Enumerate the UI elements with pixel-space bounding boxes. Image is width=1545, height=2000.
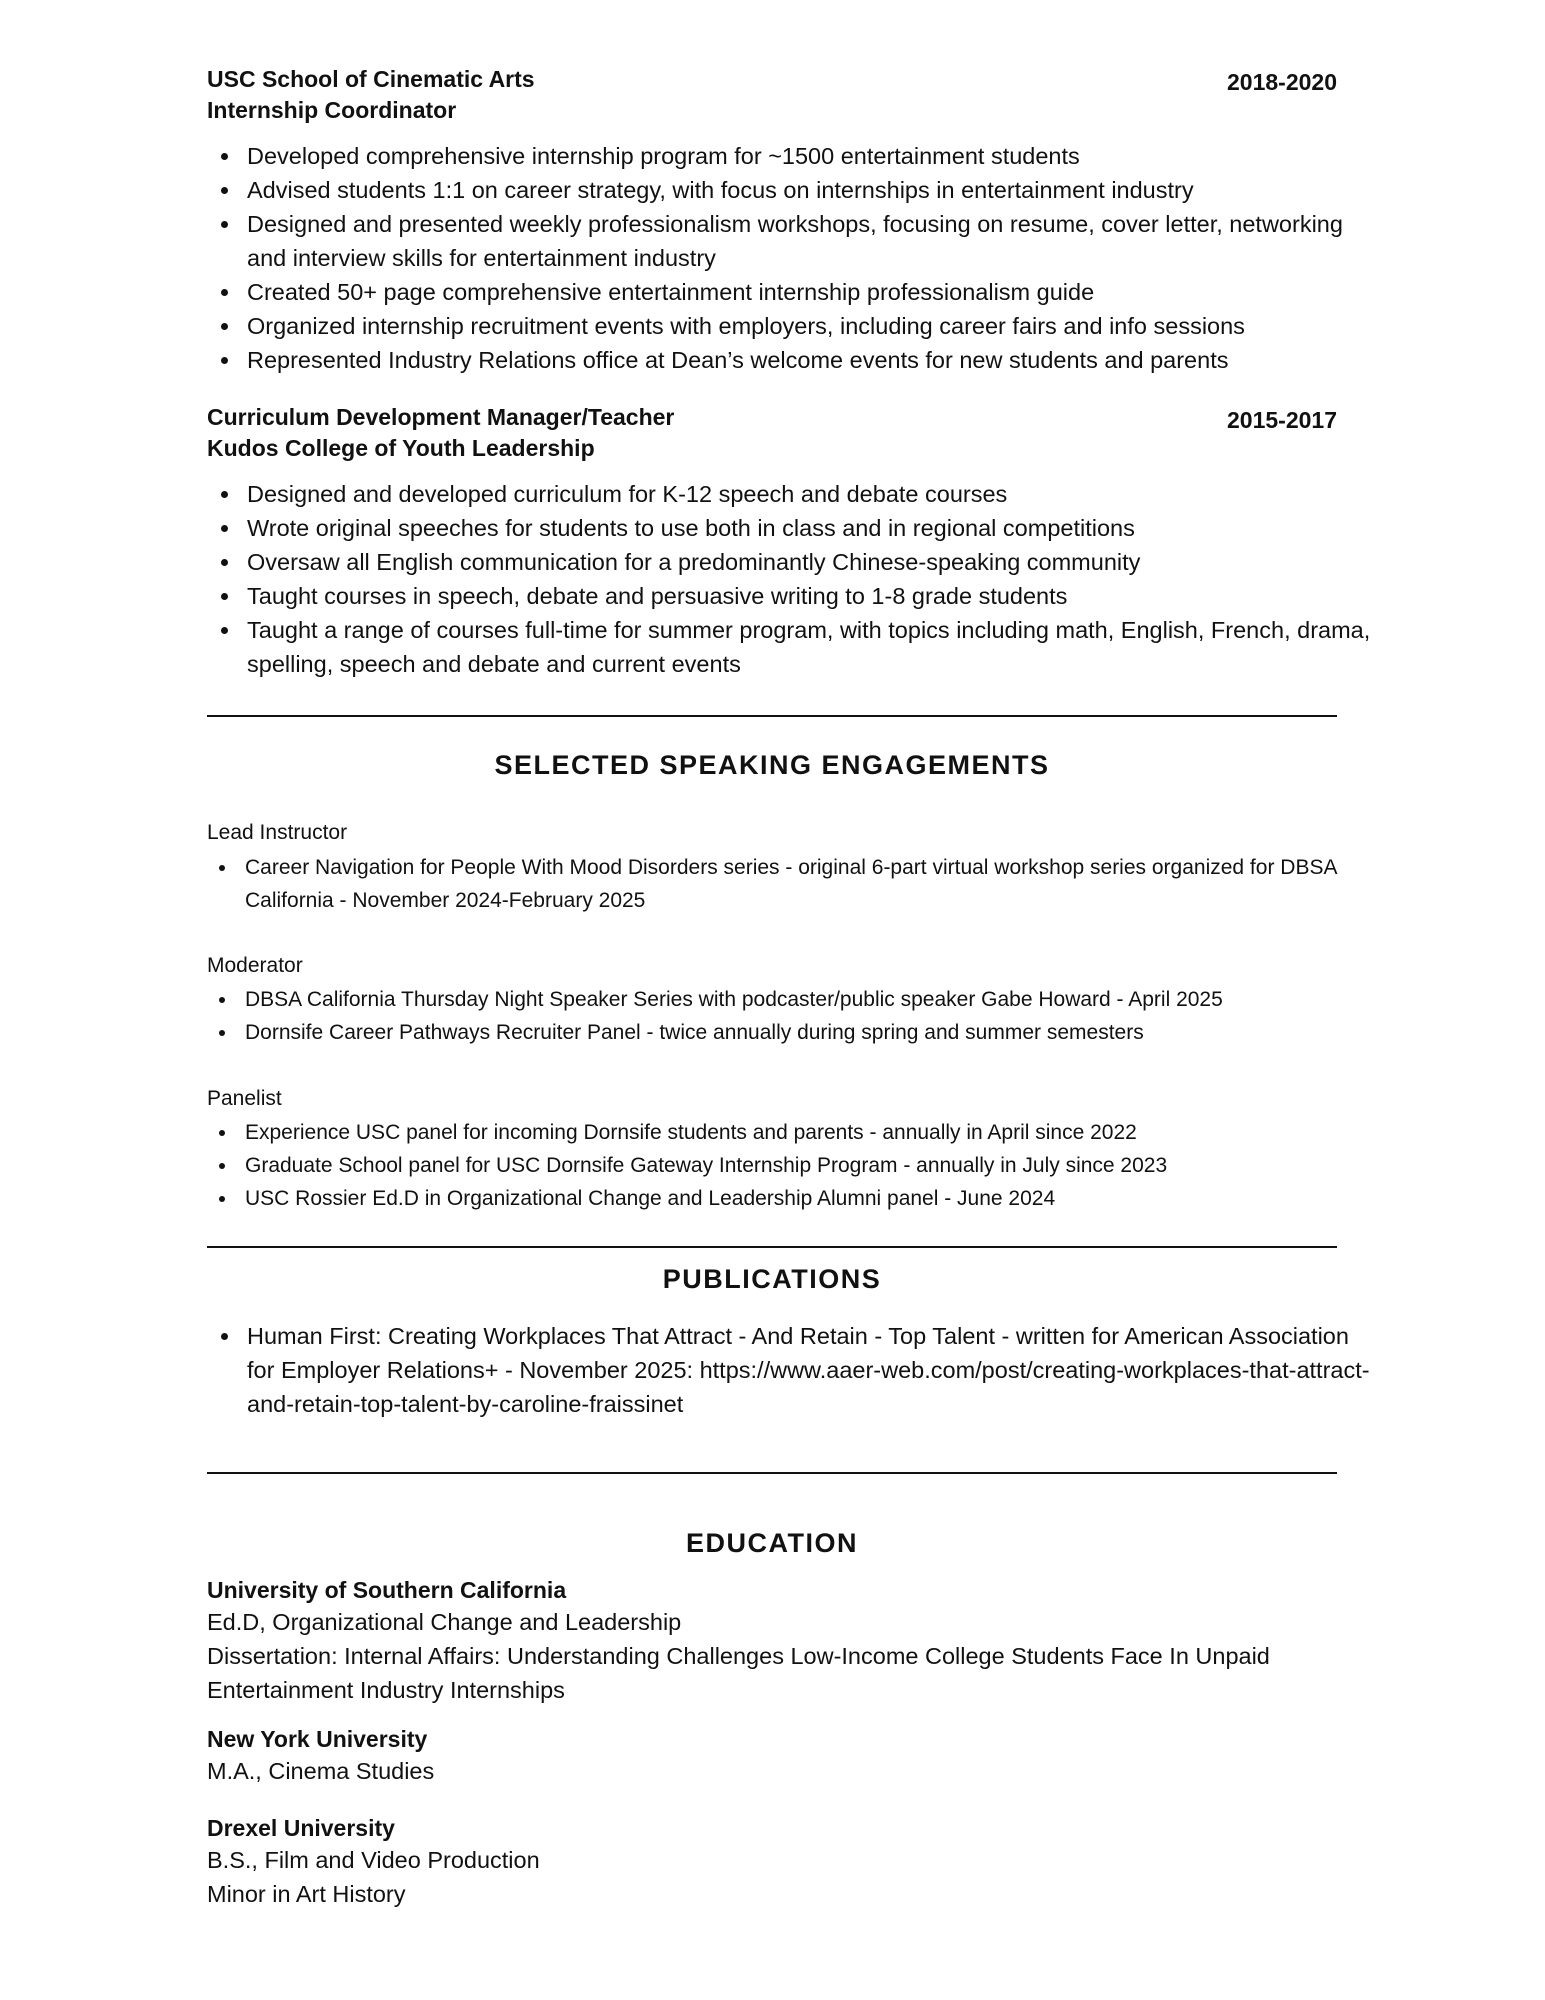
speaking-list-panelist xyxy=(207,1116,1375,1215)
section-divider xyxy=(207,1246,1337,1248)
education-entry-drexel xyxy=(207,1813,1337,1911)
list-item: Developed comprehensive internship program for ~1500 entertainment students xyxy=(247,139,1377,173)
degree-line: M.A., Cinema Studies xyxy=(207,1758,435,1784)
job-organization: USC School of Cinematic Arts xyxy=(207,66,535,92)
section-divider xyxy=(207,1472,1337,1474)
speaking-role-label: Lead Instructor xyxy=(207,821,348,844)
education-entry-nyu xyxy=(207,1724,1337,1788)
degree-line: Ed.D, Organizational Change and Leadership xyxy=(207,1609,682,1635)
list-item: Human First: Creating Workplaces That Attract - And Retain - Top Talent - written for American Association for Employer Relations+ - November 2025: https://www.aaer-web.com/post/creating-workplaces-that-attract-and-retain-top-talent-by-caroline-fraissinet xyxy=(247,1319,1377,1421)
school-name: Drexel University xyxy=(207,1815,395,1841)
list-item: Taught courses in speech, debate and persuasive writing to 1-8 grade students xyxy=(247,579,1377,613)
list-item: Created 50+ page comprehensive entertainment internship professionalism guide xyxy=(247,275,1377,309)
minor-line: Minor in Art History xyxy=(207,1881,406,1907)
section-divider xyxy=(207,715,1337,717)
publications-list xyxy=(207,1319,1377,1421)
list-item: Oversaw all English communication for a predominantly Chinese-speaking community xyxy=(247,545,1377,579)
school-name: New York University xyxy=(207,1726,428,1752)
job-role: Curriculum Development Manager/Teacher xyxy=(207,404,675,430)
section-title-speaking: SELECTED SPEAKING ENGAGEMENTS xyxy=(494,750,1050,780)
job-dates: 2015-2017 xyxy=(1227,407,1337,433)
list-item: Advised students 1:1 on career strategy, with focus on internships in entertainment industry xyxy=(247,173,1377,207)
speaking-list-moderator xyxy=(207,983,1375,1049)
job-bullets-usc-cinematic-arts xyxy=(207,139,1377,377)
job-header-kudos-college xyxy=(207,402,1337,464)
education-entry-usc xyxy=(207,1575,1337,1707)
degree-line: B.S., Film and Video Production xyxy=(207,1847,540,1873)
speaking-role-label: Moderator xyxy=(207,954,303,977)
list-item: Designed and presented weekly professionalism workshops, focusing on resume, cover letter, networking and interview skills for entertainment industry xyxy=(247,207,1377,275)
list-item: Graduate School panel for USC Dornsife Gateway Internship Program - annually in July since 2023 xyxy=(245,1149,1375,1182)
job-bullets-kudos-college xyxy=(207,477,1377,681)
dissertation-line: Dissertation: Internal Affairs: Understanding Challenges Low-Income College Students Face In Unpaid Entertainment Industry Internships xyxy=(207,1643,1270,1703)
list-item: Taught a range of courses full-time for summer program, with topics including math, English, French, drama, spelling, speech and debate and current events xyxy=(247,613,1377,681)
job-dates: 2018-2020 xyxy=(1227,69,1337,95)
list-item: Dornsife Career Pathways Recruiter Panel - twice annually during spring and summer semesters xyxy=(245,1016,1375,1049)
list-item: DBSA California Thursday Night Speaker Series with podcaster/public speaker Gabe Howard - April 2025 xyxy=(245,983,1375,1016)
list-item: USC Rossier Ed.D in Organizational Change and Leadership Alumni panel - June 2024 xyxy=(245,1182,1375,1215)
section-title-publications: PUBLICATIONS xyxy=(662,1264,882,1294)
list-item: Experience USC panel for incoming Dornsife students and parents - annually in April since 2022 xyxy=(245,1116,1375,1149)
section-title-education: EDUCATION xyxy=(686,1528,858,1558)
list-item: Designed and developed curriculum for K-12 speech and debate courses xyxy=(247,477,1377,511)
list-item: Wrote original speeches for students to use both in class and in regional competitions xyxy=(247,511,1377,545)
school-name: University of Southern California xyxy=(207,1577,567,1603)
list-item: Represented Industry Relations office at Dean’s welcome events for new students and parents xyxy=(247,343,1377,377)
list-item: Career Navigation for People With Mood Disorders series - original 6-part virtual workshop series organized for DBSA California - November 2024-February 2025 xyxy=(245,851,1375,917)
job-role: Internship Coordinator xyxy=(207,97,457,123)
speaking-role-label: Panelist xyxy=(207,1087,282,1110)
speaking-list-lead-instructor xyxy=(207,851,1375,917)
list-item: Organized internship recruitment events with employers, including career fairs and info sessions xyxy=(247,309,1377,343)
job-header-usc-cinematic-arts xyxy=(207,64,1337,126)
job-organization: Kudos College of Youth Leadership xyxy=(207,435,595,461)
